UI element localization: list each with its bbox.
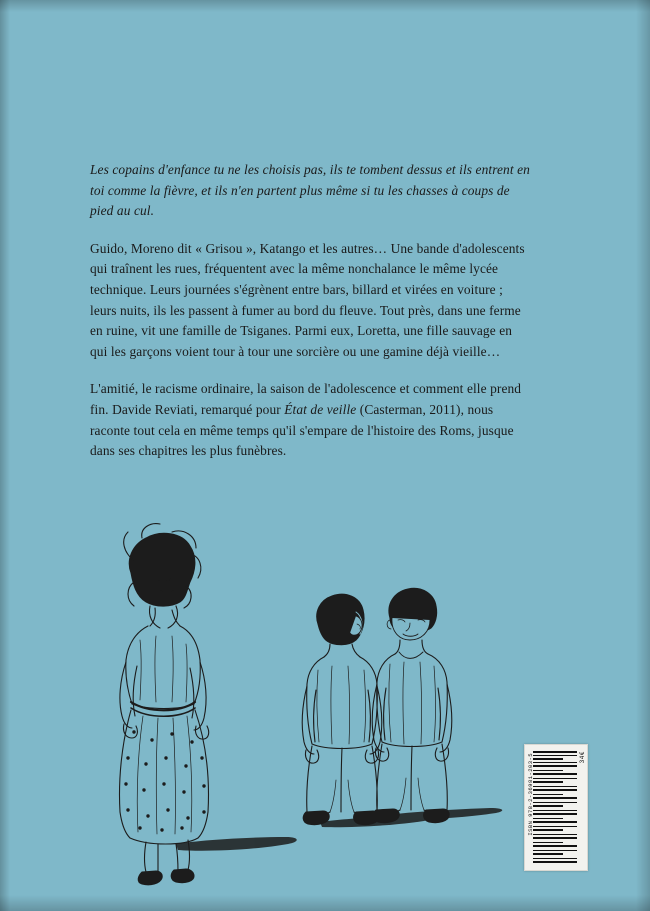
barcode xyxy=(524,744,588,871)
barcode-bars xyxy=(533,749,577,866)
blurb-cited-title: État de veille xyxy=(284,401,357,417)
blurb-paragraph-2-after: (Casterman, 2011), nous raconte tout cela en même temps qu'il s'empare de l'histoire des Roms, jusque dans ses chapitres les plus funèbres. xyxy=(90,401,514,459)
back-cover-blurb xyxy=(90,160,532,479)
barcode-price-code: 34€ xyxy=(579,751,586,764)
blurb-paragraph-2 xyxy=(90,379,532,461)
blurb-quote: Les copains d'enfance tu ne les choisis pas, ils te tombent dessus et ils entrent en toi comme la fièvre, et ils n'en partent plus même si tu les chasses à coups de pied au cul. xyxy=(90,162,530,219)
blurb-paragraph-1: Guido, Moreno dit « Grisou », Katango et les autres… Une bande d'adolescents qui traînent les rues, fréquentent avec la même nonchalance le même lycée technique. Leurs journées s'égrènent entre bars, billard et virées en voiture ; leurs nuits, ils les passent à fumer au bord du fleuve. Tout près, dans une ferme en ruine, vit une famille de Tsiganes. Parmi eux, Loretta, une fille sauvage en qui les garçons voient tour à tour une sorcière ou une gamine déjà vieille… xyxy=(90,240,525,359)
blurb-paragraph-2-before: L'amitié, le racisme ordinaire, la saison de l'adolescence et comment elle prend fin. Davide Reviati, remarqué pour xyxy=(90,381,522,417)
page-edge-top xyxy=(0,0,650,12)
barcode-isbn-label: ISBN 978-2-36981-203-5 xyxy=(527,753,534,836)
